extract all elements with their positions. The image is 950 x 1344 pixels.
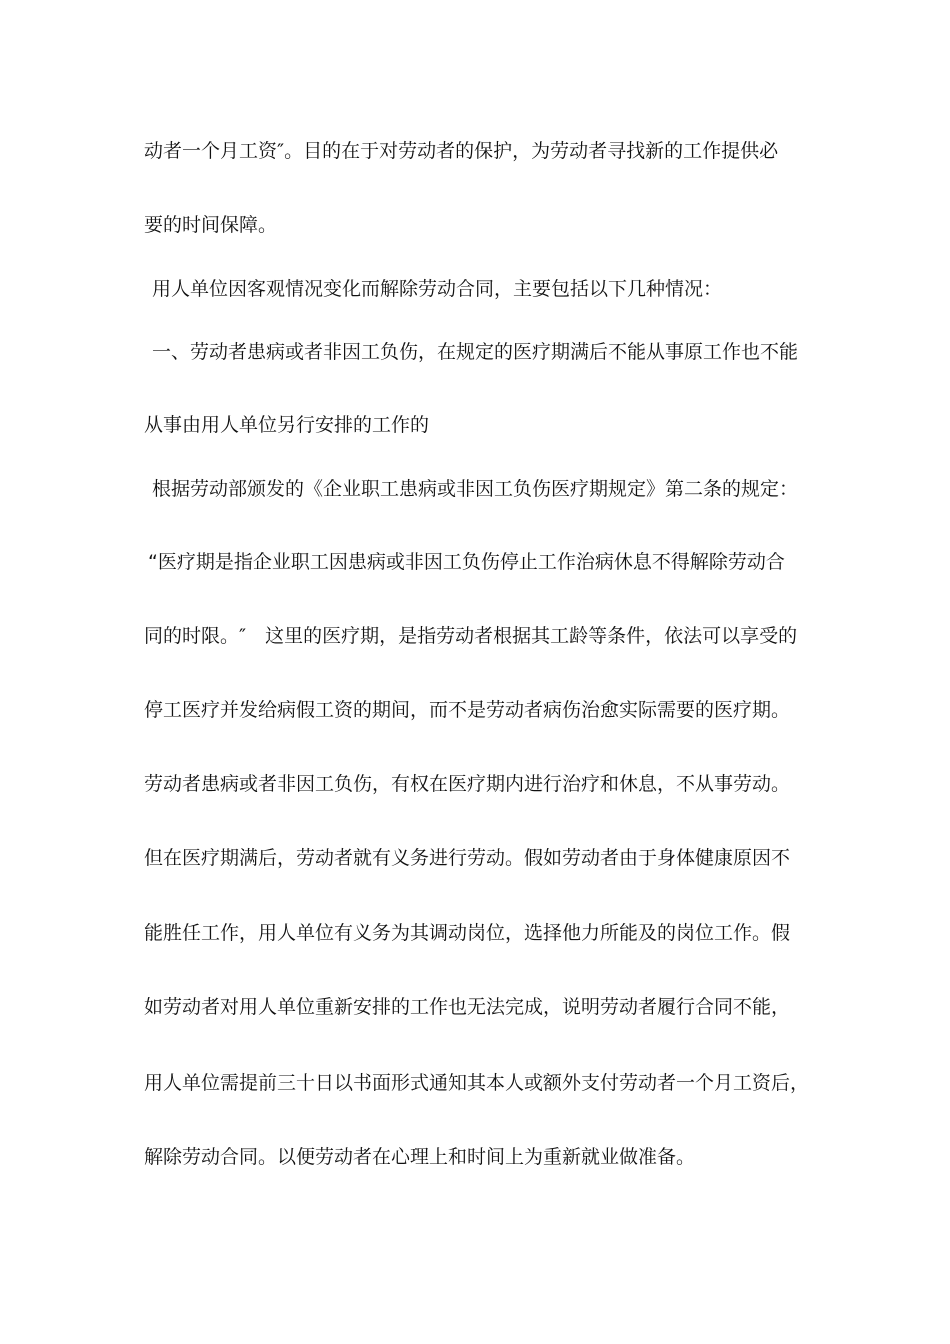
text-line: 但在医疗期满后，劳动者就有义务进行劳动。假如劳动者由于身体健康原因不: [144, 847, 791, 869]
text-line: 解除劳动合同。以便劳动者在心理上和时间上为重新就业做准备。: [144, 1146, 696, 1168]
text-line: 要的时间保障。: [144, 214, 278, 236]
text-line: 如劳动者对用人单位重新安排的工作也无法完成，说明劳动者履行合同不能，: [144, 996, 791, 1018]
text-line: 一、劳动者患病或者非因工负伤，在规定的医疗期满后不能从事原工作也不能: [152, 341, 799, 363]
text-line: 从事由用人单位另行安排的工作的: [144, 414, 430, 436]
text-line: 用人单位需提前三十日以书面形式通知其本人或额外支付劳动者一个月工资后，: [144, 1072, 810, 1094]
text-line: 劳动者患病或者非因工负伤，有权在医疗期内进行治疗和休息，不从事劳动。: [144, 773, 791, 795]
text-line: 根据劳动部颁发的《企业职工患病或非因工负伤医疗期规定》第二条的规定：: [152, 478, 799, 500]
text-line: 同的时限。″ 这里的医疗期，是指劳动者根据其工龄等条件，依法可以享受的: [144, 625, 798, 647]
text-line: 用人单位因客观情况变化而解除劳动合同，主要包括以下几种情况：: [152, 278, 723, 300]
text-line: “医疗期是指企业职工因患病或非因工负伤停止工作治病休息不得解除劳动合: [148, 551, 785, 573]
text-line: 停工医疗并发给病假工资的期间，而不是劳动者病伤治愈实际需要的医疗期。: [144, 699, 791, 721]
text-line: 能胜任工作，用人单位有义务为其调动岗位，选择他力所能及的岗位工作。假: [144, 922, 791, 944]
text-line: 动者一个月工资″。目的在于对劳动者的保护，为劳动者寻找新的工作提供必: [144, 140, 779, 162]
